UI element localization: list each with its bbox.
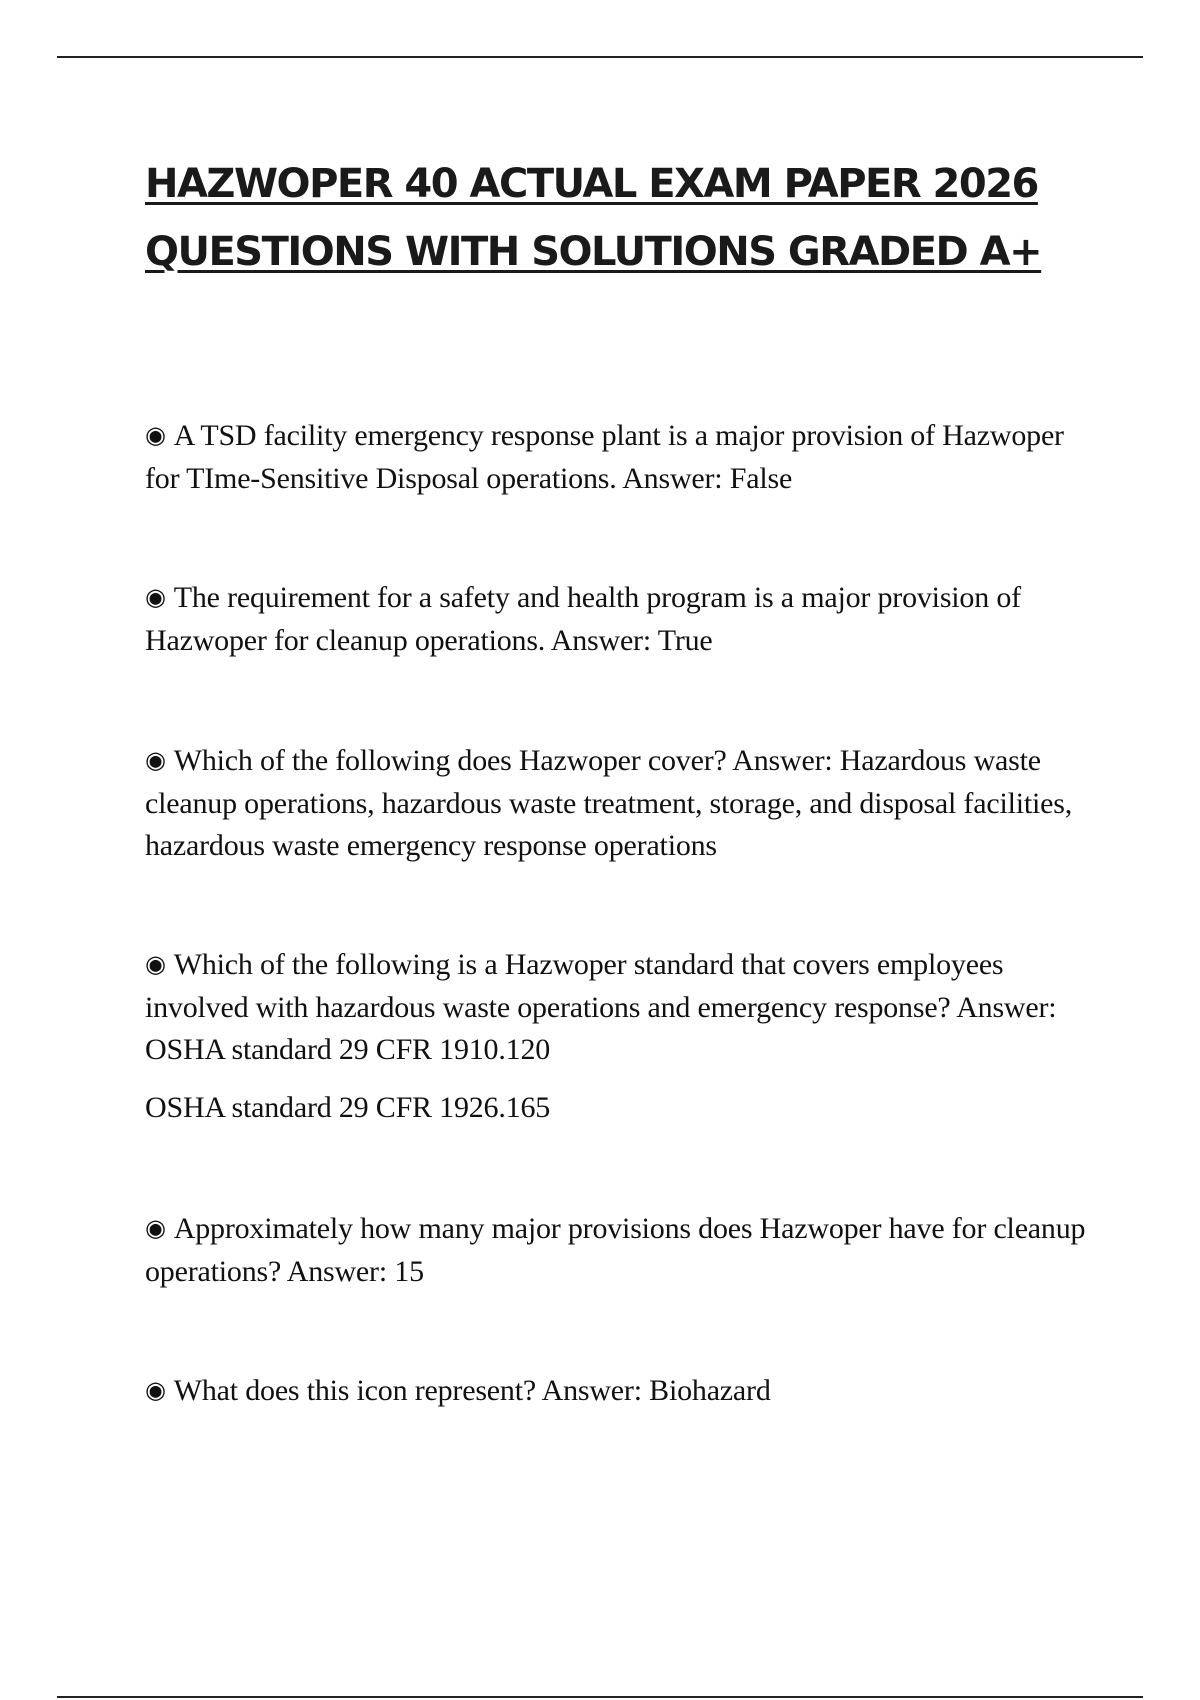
fisheye-bullet-icon: ◉ [145, 421, 166, 449]
document-title [145, 150, 1105, 286]
question-item [145, 1208, 1100, 1293]
question-item [145, 1370, 1100, 1413]
top-divider [57, 56, 1143, 58]
title-line-1: HAZWOPER 40 ACTUAL EXAM PAPER 2026 [145, 161, 1038, 207]
question-text: Which of the following does Hazwoper cover? Answer: Hazardous waste cleanup operations, hazardous waste treatment, storage, and disposal facilities, hazardous waste emergency response operations [145, 744, 1073, 862]
question-text: Approximately how many major provisions does Hazwoper have for cleanup operations? Answer: 15 [145, 1212, 1086, 1288]
question-item [145, 944, 1100, 1129]
fisheye-bullet-icon: ◉ [145, 1376, 166, 1404]
bottom-divider [57, 1696, 1143, 1698]
fisheye-bullet-icon: ◉ [145, 1214, 166, 1242]
question-text: What does this icon represent? Answer: Biohazard [173, 1374, 771, 1407]
question-text: The requirement for a safety and health program is a major provision of Hazwoper for cleanup operations. Answer: True [145, 581, 1021, 657]
question-text: A TSD facility emergency response plant is a major provision of Hazwoper for TIme-Sensitive Disposal operations. Answer: False [145, 419, 1064, 495]
fisheye-bullet-icon: ◉ [145, 950, 166, 978]
question-text: Which of the following is a Hazwoper standard that covers employees involved with hazardous waste operations and emergency response? Answer: OSHA standard 29 CFR 1910.120 [145, 948, 1057, 1066]
question-item [145, 415, 1100, 500]
question-item [145, 577, 1100, 662]
question-item [145, 740, 1100, 867]
fisheye-bullet-icon: ◉ [145, 583, 166, 611]
title-line-2: QUESTIONS WITH SOLUTIONS GRADED A+ [145, 229, 1042, 275]
fisheye-bullet-icon: ◉ [145, 746, 166, 774]
answer-continuation: OSHA standard 29 CFR 1926.165 [145, 1091, 551, 1124]
